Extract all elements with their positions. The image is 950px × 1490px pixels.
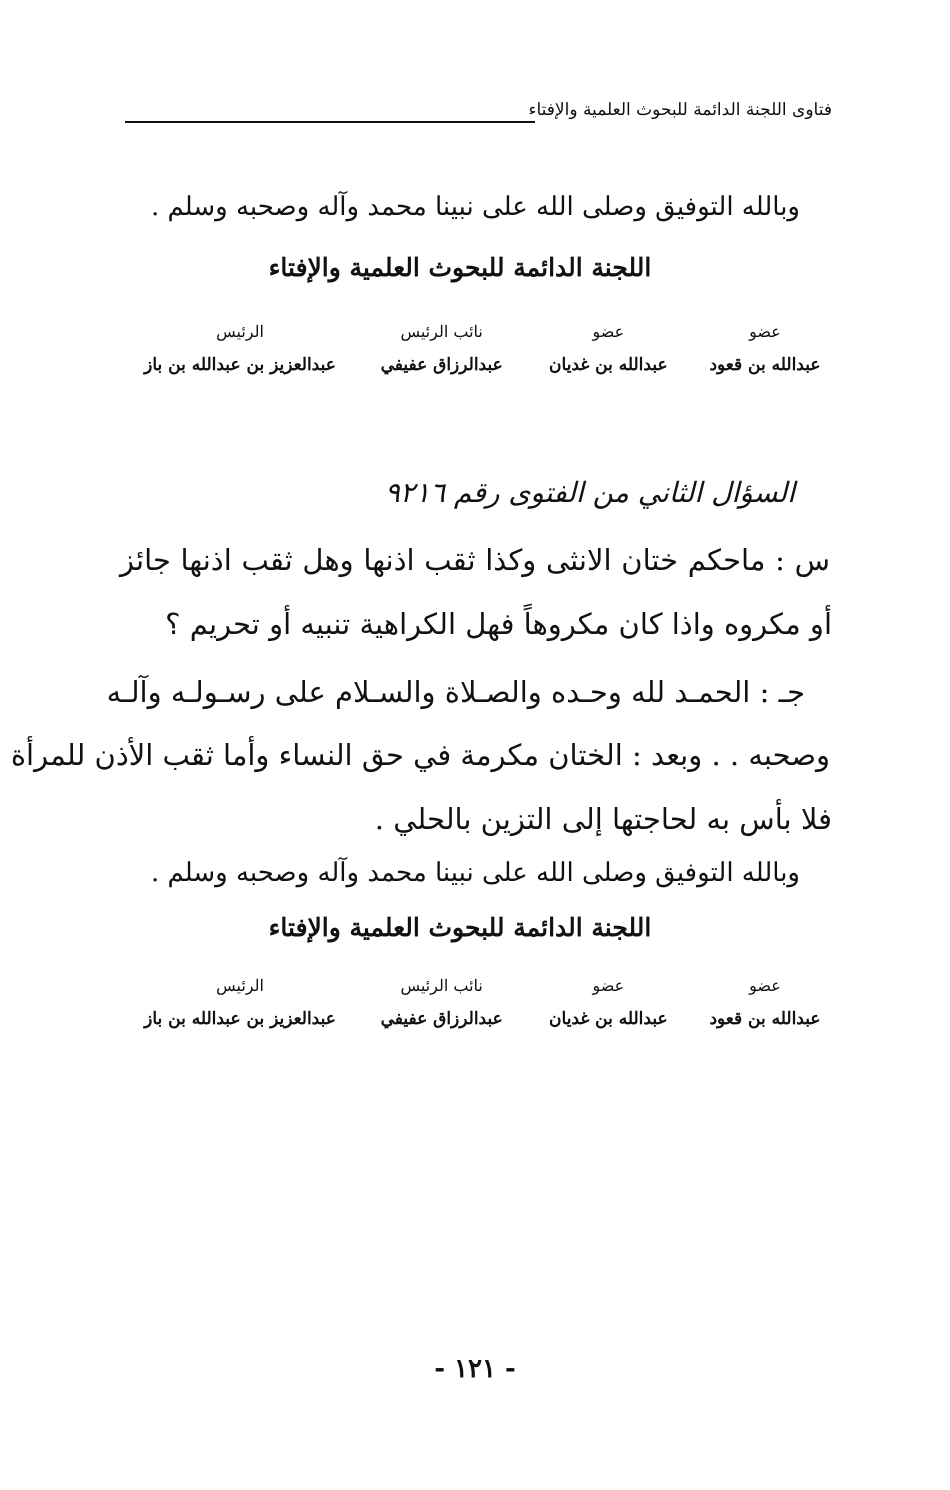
signatory-role: الرئيس <box>216 976 264 995</box>
question-title: السؤال الثاني من الفتوى رقم ٩٢١٦ <box>384 476 795 509</box>
signatory-name: عبدالله بن قعود <box>709 355 821 375</box>
signatory <box>700 322 830 375</box>
signatory-name: عبدالرزاق عفيفي <box>380 1009 503 1029</box>
signatory <box>533 976 683 1029</box>
signatories-table <box>130 322 830 375</box>
signatory-role: نائب الرئيس <box>400 976 483 995</box>
signatory <box>130 322 350 375</box>
signatory <box>700 976 830 1029</box>
signatory-name: عبدالعزيز بن عبدالله بن باز <box>144 1009 336 1029</box>
answer-line: وصحبه . . وبعد : الختان مكرمة في حق النساء وأما ثقب الأذن للمرأة <box>10 738 830 772</box>
signatory-role: الرئيس <box>216 322 264 341</box>
signatory-name: عبدالله بن قعود <box>709 1009 821 1029</box>
signatory-role: عضو <box>592 976 625 995</box>
answer-line: فلا بأس به لحاجتها إلى التزين بالحلي . <box>374 802 832 836</box>
signatory <box>130 976 350 1029</box>
signatories-table <box>130 976 830 1029</box>
signatory-role: عضو <box>749 322 781 341</box>
signatory-name: عبدالله بن غديان <box>549 355 668 375</box>
committee-name: اللجنة الدائمة للبحوث العلمية والإفتاء <box>268 253 652 282</box>
committee-name: اللجنة الدائمة للبحوث العلمية والإفتاء <box>268 913 652 942</box>
page-number: - ١٢١ - <box>434 1354 516 1384</box>
signatory <box>367 322 517 375</box>
header-rule <box>125 121 535 123</box>
closing-line: وبالله التوفيق وصلى الله على نبينا محمد وآله وصحبه وسلم . <box>150 858 800 888</box>
question-line: س : ماحكم ختان الانثى وكذا ثقب اذنها وهل ثقب اذنها جائز <box>120 543 830 577</box>
signatory-name: عبدالله بن غديان <box>549 1009 668 1029</box>
signatory <box>367 976 517 1029</box>
running-title: فتاوى اللجنة الدائمة للبحوث العلمية والإفتاء <box>528 100 832 120</box>
signatory-name: عبدالعزيز بن عبدالله بن باز <box>144 355 336 375</box>
signatory-name: عبدالرزاق عفيفي <box>380 355 503 375</box>
signatory <box>533 322 683 375</box>
answer-line: جـ : الحمـد لله وحـده والصـلاة والسـلام على رسـولـه وآلـه <box>106 675 805 709</box>
signatory-role: عضو <box>749 976 781 995</box>
signatory-role: نائب الرئيس <box>400 322 483 341</box>
closing-line: وبالله التوفيق وصلى الله على نبينا محمد وآله وصحبه وسلم . <box>150 192 800 222</box>
question-line: أو مكروه واذا كان مكروهاً فهل الكراهية تنبيه أو تحريم ؟ <box>165 607 832 641</box>
signatory-role: عضو <box>592 322 625 341</box>
